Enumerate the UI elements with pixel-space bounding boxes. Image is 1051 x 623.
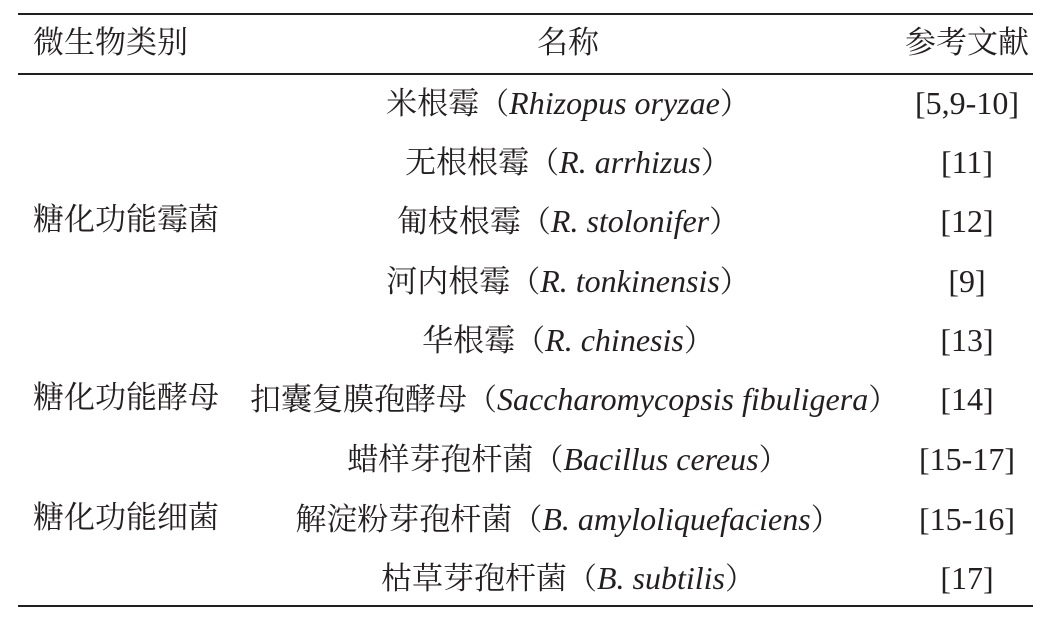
species-name	[386, 87, 750, 120]
species-name	[381, 562, 755, 595]
category-yeast: 糖化功能酵母	[33, 380, 219, 416]
species-name	[422, 324, 714, 357]
reference-cell: [13]	[940, 322, 994, 358]
open-paren: （	[512, 504, 543, 537]
species-cn: 解淀粉芽孢杆菌	[295, 502, 513, 538]
table-top-rule	[18, 13, 1033, 15]
reference-cell: [15-16]	[919, 501, 1015, 537]
species-latin: R. tonkinensis	[540, 263, 720, 299]
species-latin: B. subtilis	[596, 560, 726, 596]
category-mold: 糖化功能霉菌	[33, 202, 219, 238]
category-bacteria: 糖化功能细菌	[33, 500, 219, 536]
reference-cell: [5,9-10]	[915, 85, 1019, 121]
open-paren: （	[515, 325, 546, 358]
table-header-rule	[18, 73, 1033, 75]
open-paren: （	[520, 206, 551, 239]
close-paren: ）	[810, 504, 841, 537]
species-cn: 匍枝根霉	[396, 204, 521, 240]
open-paren: （	[479, 88, 510, 121]
close-paren: ）	[719, 88, 750, 121]
species-name	[405, 146, 731, 179]
species-latin: R. chinesis	[545, 322, 684, 358]
close-paren: ）	[719, 266, 750, 299]
open-paren: （	[467, 384, 497, 417]
close-paren: ）	[868, 384, 899, 417]
table-bottom-rule	[18, 605, 1033, 607]
reference-cell: [15-17]	[919, 441, 1015, 477]
species-name	[295, 503, 840, 536]
species-name	[397, 205, 739, 238]
close-paren: ）	[758, 444, 789, 477]
species-latin: B. amyloliquefaciens	[542, 501, 811, 537]
species-cn: 枯草芽孢杆菌	[380, 561, 567, 597]
species-cn: 米根霉	[386, 86, 480, 122]
species-cn: 蜡样芽孢杆菌	[347, 442, 534, 478]
close-paren: ）	[700, 147, 731, 180]
header-reference: 参考文献	[905, 25, 1029, 61]
species-latin: Rhizopus oryzae	[509, 85, 720, 121]
species-name	[347, 443, 788, 476]
open-paren: （	[533, 444, 564, 477]
species-cn: 华根霉	[422, 323, 516, 359]
header-category: 微生物类别	[33, 25, 188, 61]
reference-cell: [9]	[948, 263, 986, 299]
species-cn: 无根根霉	[405, 145, 530, 181]
open-paren: （	[510, 266, 541, 299]
reference-cell: [14]	[940, 381, 994, 417]
species-cn: 河内根霉	[386, 264, 511, 300]
species-latin: R. stolonifer	[550, 203, 710, 239]
species-cn: 扣囊复膜孢酵母	[250, 382, 467, 418]
species-latin: R. arrhizus	[559, 144, 701, 180]
species-name	[386, 265, 750, 298]
reference-cell: [17]	[940, 560, 994, 596]
species-latin: Bacillus cereus	[563, 441, 759, 477]
species-name	[250, 383, 898, 416]
reference-cell: [12]	[940, 203, 994, 239]
close-paren: ）	[725, 563, 756, 596]
open-paren: （	[566, 563, 597, 596]
species-latin: Saccharomycopsis fibuligera	[497, 381, 869, 417]
header-name: 名称	[537, 25, 599, 61]
open-paren: （	[529, 147, 560, 180]
reference-cell: [11]	[940, 144, 994, 180]
close-paren: ）	[683, 325, 714, 358]
close-paren: ）	[709, 206, 740, 239]
